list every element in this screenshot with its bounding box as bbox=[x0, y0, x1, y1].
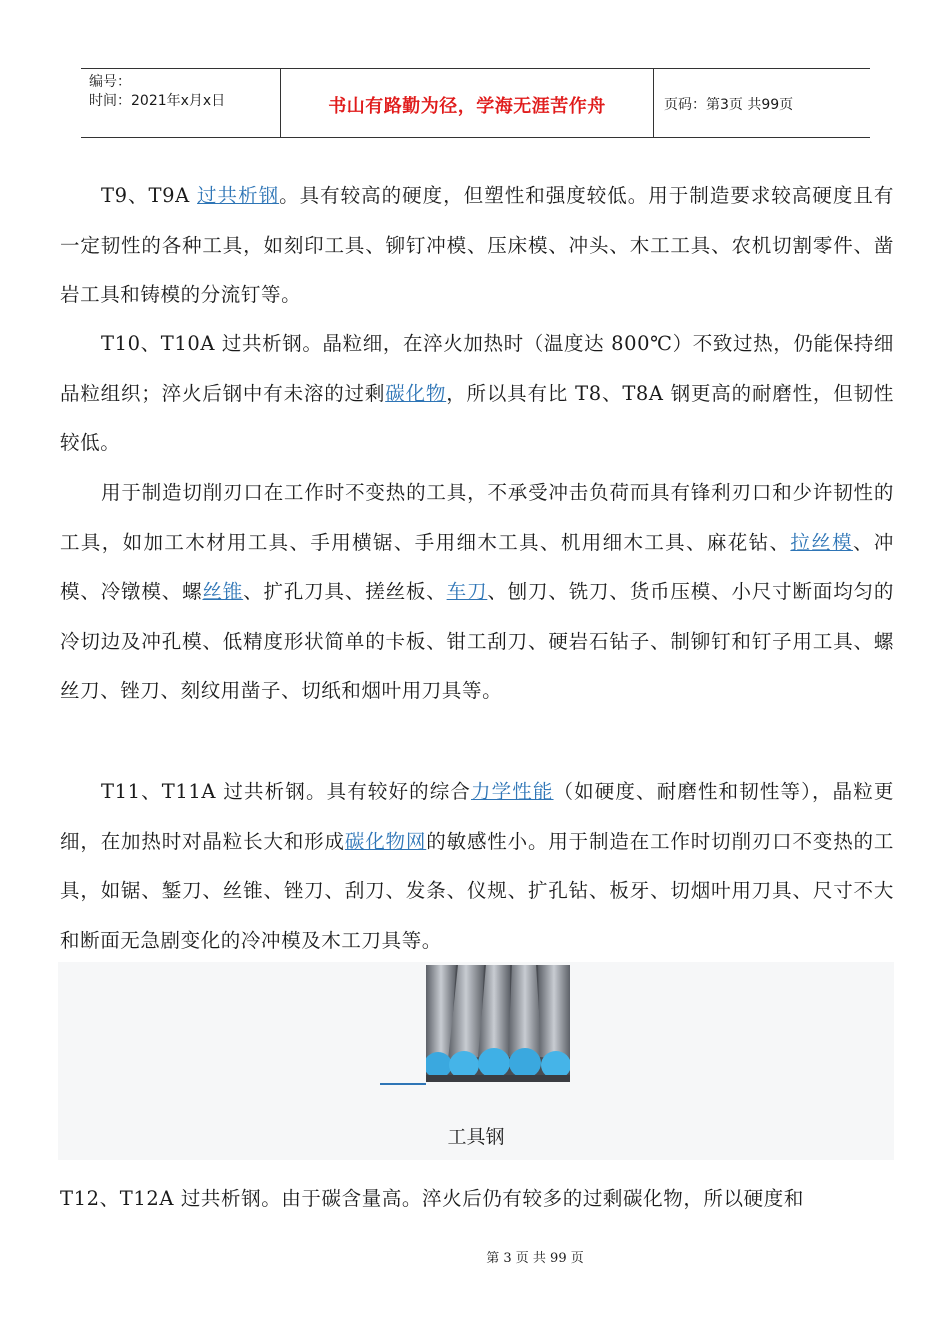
paragraph-t10 bbox=[60, 319, 894, 468]
text-span: ，所以具有比 T8、T8A 钢更高的耐磨性，但韧性较低。 bbox=[60, 381, 894, 454]
header-meta-cell bbox=[81, 69, 281, 137]
text-span: 、冲模、冷镦模、螺 bbox=[60, 530, 894, 603]
link-wire-drawing-die[interactable]: 拉丝模 bbox=[790, 530, 854, 554]
header-motto-cell bbox=[281, 69, 654, 137]
paragraph-uses bbox=[60, 468, 894, 716]
figure-box bbox=[58, 962, 894, 1160]
link-hypereutectoid-steel[interactable]: 过共析钢 bbox=[197, 184, 280, 207]
motto-text: 书山有路勤为径，学海无涯苦作舟 bbox=[328, 96, 606, 117]
link-carbide-network[interactable]: 碳化物网 bbox=[344, 829, 427, 853]
page-footer: 第 3 页 共 99 页 bbox=[486, 1251, 584, 1266]
text-span: 、扩孔刀具、搓丝板、 bbox=[243, 580, 447, 603]
text-span: T9、T9A bbox=[101, 184, 198, 207]
time-label: 时间：2021年x月x日 bbox=[89, 93, 226, 109]
link-mechanical-properties[interactable]: 力学性能 bbox=[471, 780, 554, 803]
text-span: 的敏感性小。用于制造在工作时切削刃口不变热的工具，如锯、錾刀、丝锥、锉刀、刮刀、发条、仪规、扩孔钻、板牙、切烟叶用刀具、尺寸不大和断面无急剧变化的冷冲模及木工刀具等。 bbox=[60, 829, 894, 952]
paragraph-t9 bbox=[60, 171, 894, 320]
header-page-cell bbox=[654, 69, 870, 137]
text-span: T10、T10A 过共析钢。晶粒细，在淬火加热时（温度达 800℃）不致过热，仍能保持细品粒组织；淬火后钢中有未溶的过剩 bbox=[60, 332, 894, 405]
paragraph-t11 bbox=[60, 767, 894, 965]
link-turning-tool[interactable]: 车刀 bbox=[446, 580, 488, 603]
page-label: 页码：第3页 共99页 bbox=[664, 97, 794, 113]
image-link-underline[interactable] bbox=[380, 1083, 426, 1085]
link-carbide[interactable]: 碳化物 bbox=[385, 381, 447, 405]
text-span: 用于制造切削刃口在工作时不变热的工具，不承受冲击负荷而具有锋利刃口和少许韧性的工具，如加工木材用工具、手用横锯、手用细木工具、机用细木工具、麻花钻、 bbox=[60, 481, 894, 554]
paragraph-t12-first-line: T12、T12A 过共析钢。由于碳含量高。淬火后仍有较多的过剩碳化物，所以硬度和 bbox=[60, 1187, 804, 1210]
text-span: 、刨刀、铣刀、货币压模、小尺寸断面均匀的冷切边及冲孔模、低精度形状简单的卡板、钳工刮刀、硬岩石钻子、制铆钉和钉子用工具、螺丝刀、锉刀、刻纹用凿子、切纸和烟叶用刀具等。 bbox=[60, 580, 894, 702]
header-table bbox=[81, 68, 870, 138]
text-span: 。具有较高的硬度，但塑性和强度较低。用于制造要求较高硬度且有一定韧性的各种工具，如刻印工具、铆钉冲模、压床模、冲头、木工工具、农机切割零件、凿岩工具和铸模的分流钉等。 bbox=[60, 184, 894, 306]
link-tap[interactable]: 丝锥 bbox=[202, 580, 244, 603]
code-label: 编号： bbox=[89, 74, 131, 90]
figure-caption: 工具钢 bbox=[447, 1126, 505, 1148]
tool-steel-photo[interactable] bbox=[426, 965, 570, 1082]
text-span: T11、T11A 过共析钢。具有较好的综合 bbox=[101, 780, 471, 803]
steel-bars-image bbox=[426, 965, 570, 1082]
text-span: （如硬度、耐磨性和韧性等），晶粒更细，在加热时对晶粒长大和形成 bbox=[60, 780, 894, 853]
